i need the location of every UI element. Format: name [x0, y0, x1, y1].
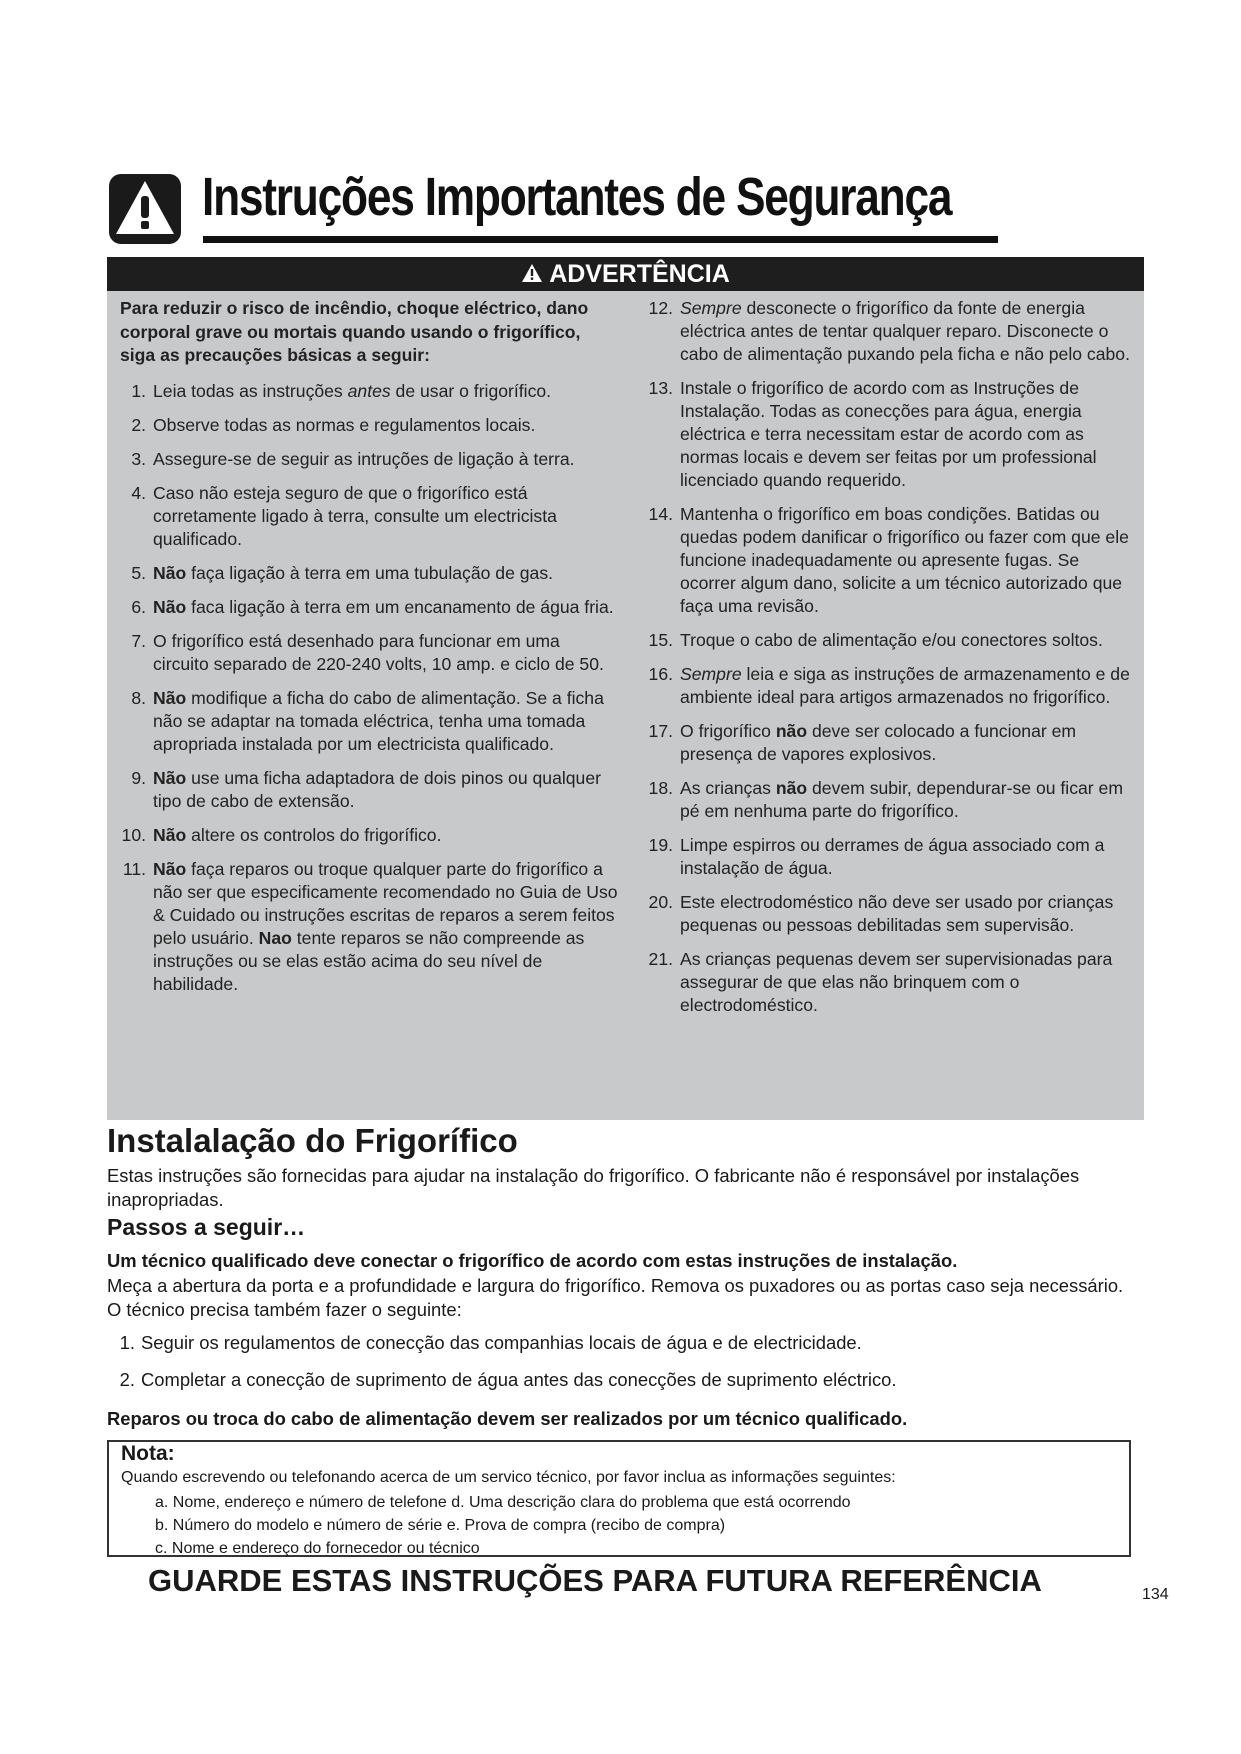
item-text: tente reparos se não compreende as instruções ou se elas estão acima do seu nível de habilidade.	[153, 927, 585, 994]
item-bold: não	[775, 778, 808, 798]
item-number: 4.	[131, 482, 146, 503]
item-emphasis: Sempre	[680, 298, 742, 318]
item-text: Mantenha o frigorífico em boas condições. Batidas ou quedas podem danificar o frigorífico ou fazer com que ele funcione inadequadamente ou apresente fugas. Se ocorrer algum dano, solicite a um técnico autorizado que faça uma revisão.	[680, 504, 1129, 616]
item-bold: Não	[153, 687, 187, 708]
installation-text: Estas instruções são fornecidas para ajudar na instalação do frigorífico. O fabricante não é responsável por instalações inapropriadas.	[107, 1165, 1080, 1210]
warning-item	[648, 377, 1136, 492]
item-text: use uma ficha adaptadora de dois pinos ou qualquer tipo de cabo de extensão.	[153, 767, 601, 811]
warning-item	[648, 777, 1136, 823]
warning-item	[120, 596, 620, 619]
warning-item	[648, 503, 1136, 618]
warning-item	[648, 297, 1136, 366]
technician-requirement: Um técnico qualificado deve conectar o frigorífico de acordo com estas instruções de instalação.	[107, 1250, 958, 1271]
step-number: 2.	[119, 1369, 135, 1390]
item-text: Leia todas as instruções	[153, 380, 348, 401]
item-text: Troque o cabo de alimentação e/ou conectores soltos.	[680, 630, 1103, 650]
note-item: c. Nome e endereço do fornecedor ou técnico	[155, 1540, 480, 1557]
warning-item	[120, 687, 620, 756]
item-text: devem subir, dependurar-se ou ficar em pé em nenhuma parte do frigorífico.	[680, 778, 1123, 821]
warning-left-list	[120, 380, 620, 996]
warning-triangle-icon	[107, 172, 183, 246]
note-item: a. Nome, endereço e número de telefone d. Uma descrição clara do problema que está ocorrendo	[155, 1494, 851, 1511]
warning-item	[120, 562, 620, 585]
save-instructions: GUARDE ESTAS INSTRUÇÕES PARA FUTURA REFERÊNCIA	[148, 1563, 1042, 1598]
warning-item	[120, 824, 620, 847]
item-number: 21.	[648, 949, 673, 969]
warning-heading	[107, 257, 1144, 291]
item-text: altere os controlos do frigorífico.	[186, 824, 442, 845]
installation-title: Instalalação do Frigorífico	[107, 1122, 518, 1159]
item-number: 13.	[648, 378, 673, 398]
item-number: 15.	[648, 630, 673, 650]
warning-left-column	[120, 297, 620, 1007]
item-number: 18.	[648, 778, 673, 798]
item-text: O frigorífico	[680, 721, 776, 741]
item-text: As crianças pequenas devem ser supervisionadas para assegurar de que elas não brinquem com o electrodoméstico.	[680, 949, 1113, 1015]
steps-title: Passos a seguir…	[107, 1214, 306, 1240]
installation-step	[107, 1368, 1137, 1392]
warning-small-icon	[521, 263, 543, 283]
item-bold: Nao	[258, 927, 292, 948]
installation-steps	[107, 1331, 1137, 1405]
item-emphasis: Sempre	[680, 664, 742, 684]
item-text: Este electrodoméstico não deve ser usado por crianças pequenas ou pessoas debilitadas sem supervisão.	[680, 892, 1114, 935]
note-items	[155, 1491, 851, 1560]
item-number: 7.	[131, 630, 146, 651]
item-bold: Não	[153, 824, 187, 845]
item-text: Caso não esteja seguro de que o frigorífico está corretamente ligado à terra, consulte um electricista qualificado.	[153, 482, 557, 549]
warning-right-column	[648, 297, 1136, 1028]
item-text: Limpe espirros ou derrames de água associado com a instalação de água.	[680, 835, 1105, 878]
warning-item	[120, 767, 620, 813]
measure-instructions: Meça a abertura da porta e a profundidade e largura do frigorífico. Remova os puxadores ou as portas caso seja necessário. O técnico precisa também fazer o seguinte:	[107, 1275, 1124, 1320]
item-bold: Não	[153, 562, 187, 583]
warning-item	[120, 414, 620, 437]
warning-item	[120, 630, 620, 676]
warning-item	[648, 834, 1136, 880]
item-number: 5.	[131, 562, 146, 583]
item-text: modifique a ficha do cabo de alimentação. Se a ficha não se adaptar na tomada eléctrica, tenha uma tomada apropriada instalada por um electricista qualificado.	[153, 687, 604, 754]
step-number: 1.	[119, 1332, 135, 1353]
warning-item	[120, 448, 620, 471]
step-text: Completar a conecção de suprimento de água antes das conecções de suprimento eléctrico.	[141, 1369, 897, 1390]
item-text: faça reparos ou troque qualquer parte do frigorífico a não ser que especificamente recomendado no Guia de Uso & Cuidado ou instruções escritas de reparos a serem feitos pelo usuário.	[153, 858, 618, 948]
item-number: 3.	[131, 448, 146, 469]
item-number: 10.	[121, 824, 146, 845]
item-number: 9.	[131, 767, 146, 788]
item-text: As crianças	[680, 778, 776, 798]
installation-step	[107, 1331, 1137, 1355]
item-text: Observe todas as normas e regulamentos locais.	[153, 414, 536, 435]
repair-notice: Reparos ou troca do cabo de alimentação devem ser realizados por um técnico qualificado.	[107, 1408, 908, 1429]
item-number: 16.	[648, 664, 673, 684]
warning-item	[648, 891, 1136, 937]
item-emphasis: antes	[347, 380, 391, 401]
item-text: faca ligação à terra em um encanamento de água fria.	[186, 596, 614, 617]
item-text: Instale o frigorífico de acordo com as Instruções de Instalação. Todas as conecções para água, energia eléctrica e terra necessitam estar de acordo com as normas locais e devem ser feitas por um professional licenciado quando requerido.	[680, 378, 1097, 490]
item-number: 20.	[648, 892, 673, 912]
note-text: Quando escrevendo ou telefonando acerca de um servico técnico, por favor inclua as informações seguintes:	[121, 1469, 896, 1486]
warning-item	[120, 858, 620, 996]
warning-right-list	[648, 297, 1136, 1017]
item-text: deve ser colocado a funcionar em presença de vapores explosivos.	[680, 721, 1077, 764]
item-number: 2.	[131, 414, 146, 435]
step-text: Seguir os regulamentos de conecção das companhias locais de água e de electricidade.	[141, 1332, 862, 1353]
item-bold: Não	[153, 767, 187, 788]
item-text: leia e siga as instruções de armazenamento e de ambiente ideal para artigos armazenados no frigorífico.	[680, 664, 1130, 707]
item-text: de usar o frigorífico.	[390, 380, 552, 401]
item-bold: Não	[153, 596, 187, 617]
note-title: Nota:	[121, 1442, 175, 1465]
warning-item	[648, 720, 1136, 766]
item-bold: Não	[153, 858, 187, 879]
item-number: 17.	[648, 721, 673, 741]
item-number: 12.	[648, 298, 673, 318]
warning-item	[120, 482, 620, 551]
item-number: 11.	[122, 858, 146, 879]
warning-item	[648, 948, 1136, 1017]
title-rule	[203, 236, 998, 243]
warning-intro: Para reduzir o risco de incêndio, choque eléctrico, dano corporal grave ou mortais quando usando o frigorífico, siga as precauções básicas a seguir:	[120, 298, 589, 365]
note-box	[107, 1440, 1131, 1557]
item-text: Assegure-se de seguir as intruções de ligação à terra.	[153, 448, 575, 469]
item-text: desconecte o frigorífico da fonte de energia eléctrica antes de tentar qualquer reparo. Disconecte o cabo de alimentação puxando pela ficha e não pelo cabo.	[680, 298, 1130, 364]
item-number: 8.	[131, 687, 146, 708]
item-number: 14.	[648, 504, 673, 524]
item-number: 19.	[648, 835, 673, 855]
warning-item	[648, 629, 1136, 652]
page-title: Instruções Importantes de Segurança	[202, 167, 952, 227]
page-number: 134	[1142, 1586, 1169, 1603]
page-header	[107, 167, 997, 246]
item-text: O frigorífico está desenhado para funcionar em uma circuito separado de 220-240 volts, 10 amp. e ciclo de 50.	[153, 630, 604, 674]
warning-box	[107, 257, 1144, 1120]
warning-heading-text: ADVERTÊNCIA	[549, 260, 730, 288]
item-text: faça ligação à terra em uma tubulação de gas.	[186, 562, 554, 583]
item-bold: não	[775, 721, 808, 741]
item-number: 6.	[131, 596, 146, 617]
item-number: 1.	[131, 380, 146, 401]
warning-item	[120, 380, 620, 403]
warning-item	[648, 663, 1136, 709]
note-item: b. Número do modelo e número de série e. Prova de compra (recibo de compra)	[155, 1517, 726, 1534]
